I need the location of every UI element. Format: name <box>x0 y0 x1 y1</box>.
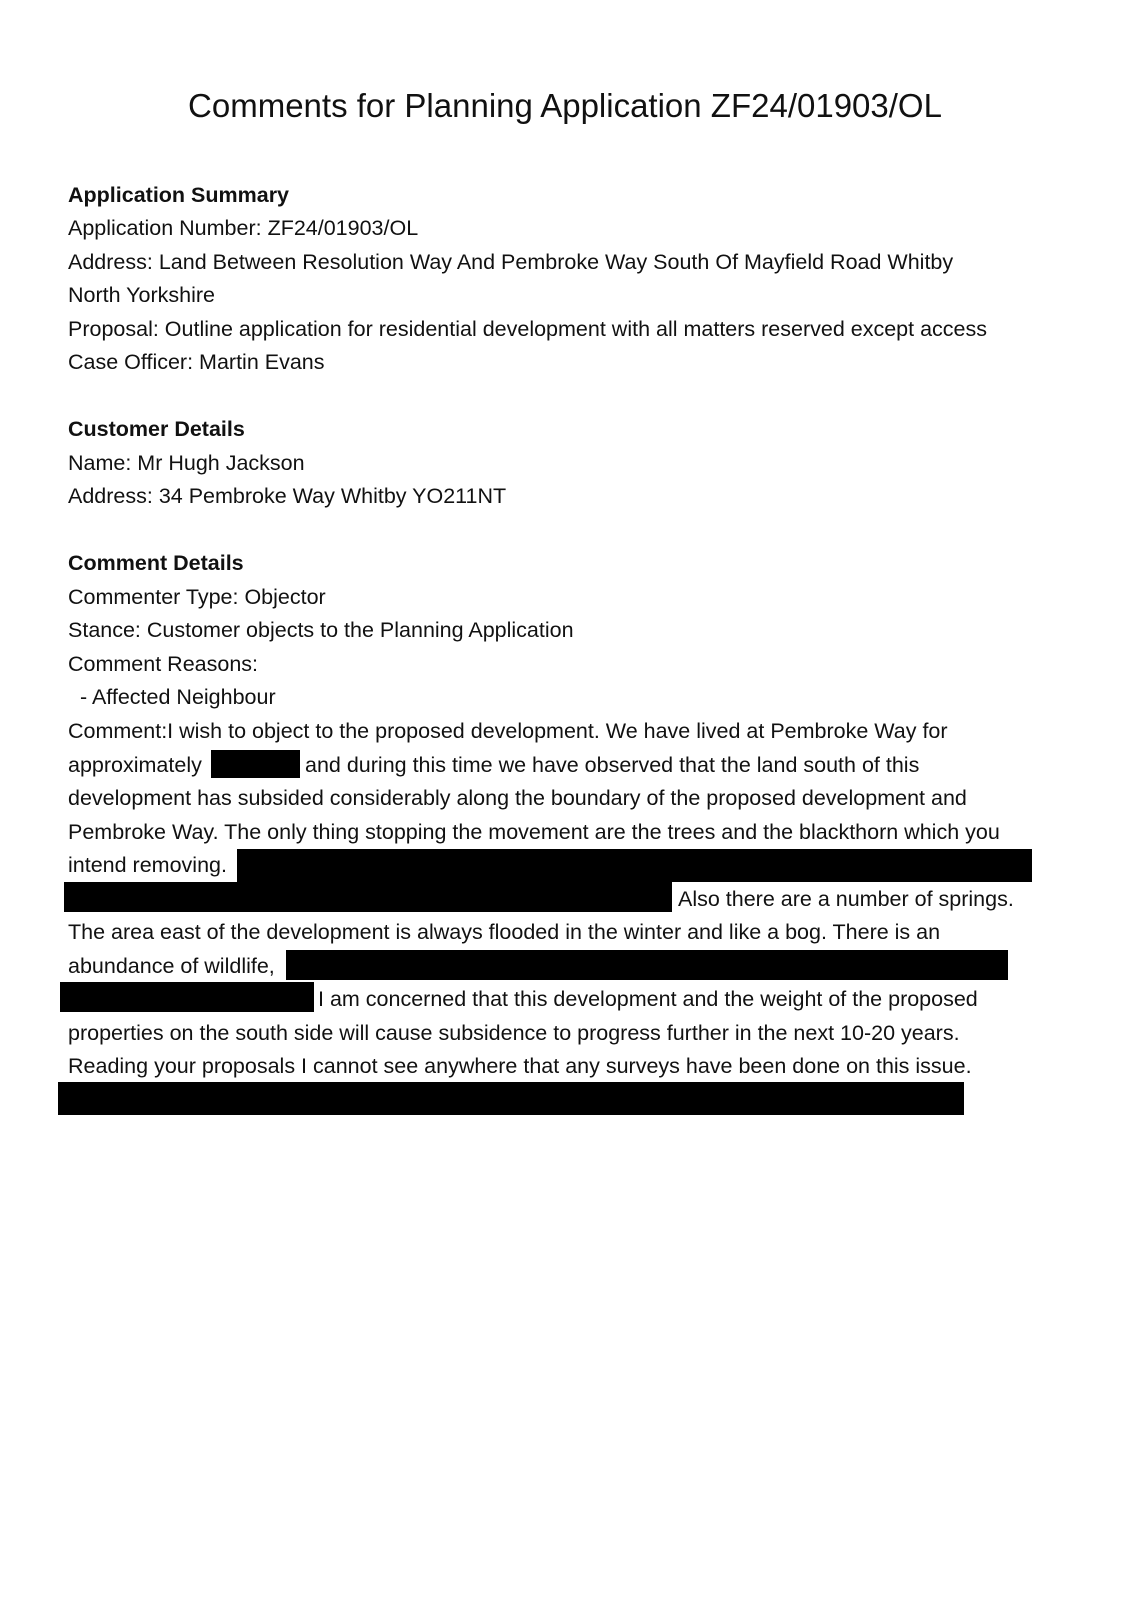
comment-line: I am concerned that this development and the weight of the proposed <box>318 987 978 1011</box>
comment-reason-item: - Affected Neighbour <box>80 685 276 709</box>
application-address-line2: North Yorkshire <box>68 283 215 307</box>
redaction-block <box>237 849 1032 882</box>
comment-line: and during this time we have observed that the land south of this <box>305 753 920 777</box>
redaction-block <box>60 982 314 1012</box>
application-address-line1: Address: Land Between Resolution Way And Pembroke Way South Of Mayfield Road Whitby <box>68 250 954 274</box>
application-proposal: Proposal: Outline application for residential development with all matters reserved except access <box>68 317 987 341</box>
redaction-block <box>211 750 300 778</box>
application-summary-heading: Application Summary <box>68 183 290 207</box>
comment-line: development has subsided considerably along the boundary of the proposed development and <box>68 786 967 810</box>
stance: Stance: Customer objects to the Planning Application <box>68 618 574 642</box>
redaction-block <box>64 882 672 912</box>
comment-line: intend removing. <box>68 853 227 877</box>
comment-reasons-label: Comment Reasons: <box>68 652 258 676</box>
comment-line: Pembroke Way. The only thing stopping the movement are the trees and the blackthorn which you <box>68 820 1000 844</box>
customer-name: Name: Mr Hugh Jackson <box>68 451 305 475</box>
comment-line: abundance of wildlife, <box>68 954 275 978</box>
customer-details-heading: Customer Details <box>68 417 245 441</box>
customer-address: Address: 34 Pembroke Way Whitby YO211NT <box>68 484 507 508</box>
commenter-type: Commenter Type: Objector <box>68 585 326 609</box>
redaction-block <box>286 950 1008 980</box>
page-title: Comments for Planning Application ZF24/01903/OL <box>188 87 942 124</box>
comment-line: approximately <box>68 753 202 777</box>
application-number: Application Number: ZF24/01903/OL <box>68 216 419 240</box>
comment-details-heading: Comment Details <box>68 551 244 575</box>
comment-line: properties on the south side will cause subsidence to progress further in the next 10-20 years. <box>68 1021 960 1045</box>
case-officer: Case Officer: Martin Evans <box>68 350 325 374</box>
redaction-block <box>58 1082 964 1115</box>
comment-line: The area east of the development is always flooded in the winter and like a bog. There is an <box>68 920 941 944</box>
comment-line: Comment:I wish to object to the proposed development. We have lived at Pembroke Way for <box>68 719 948 743</box>
comment-line: Reading your proposals I cannot see anywhere that any surveys have been done on this issue. <box>68 1054 972 1078</box>
comment-line: Also there are a number of springs. <box>678 887 1014 911</box>
